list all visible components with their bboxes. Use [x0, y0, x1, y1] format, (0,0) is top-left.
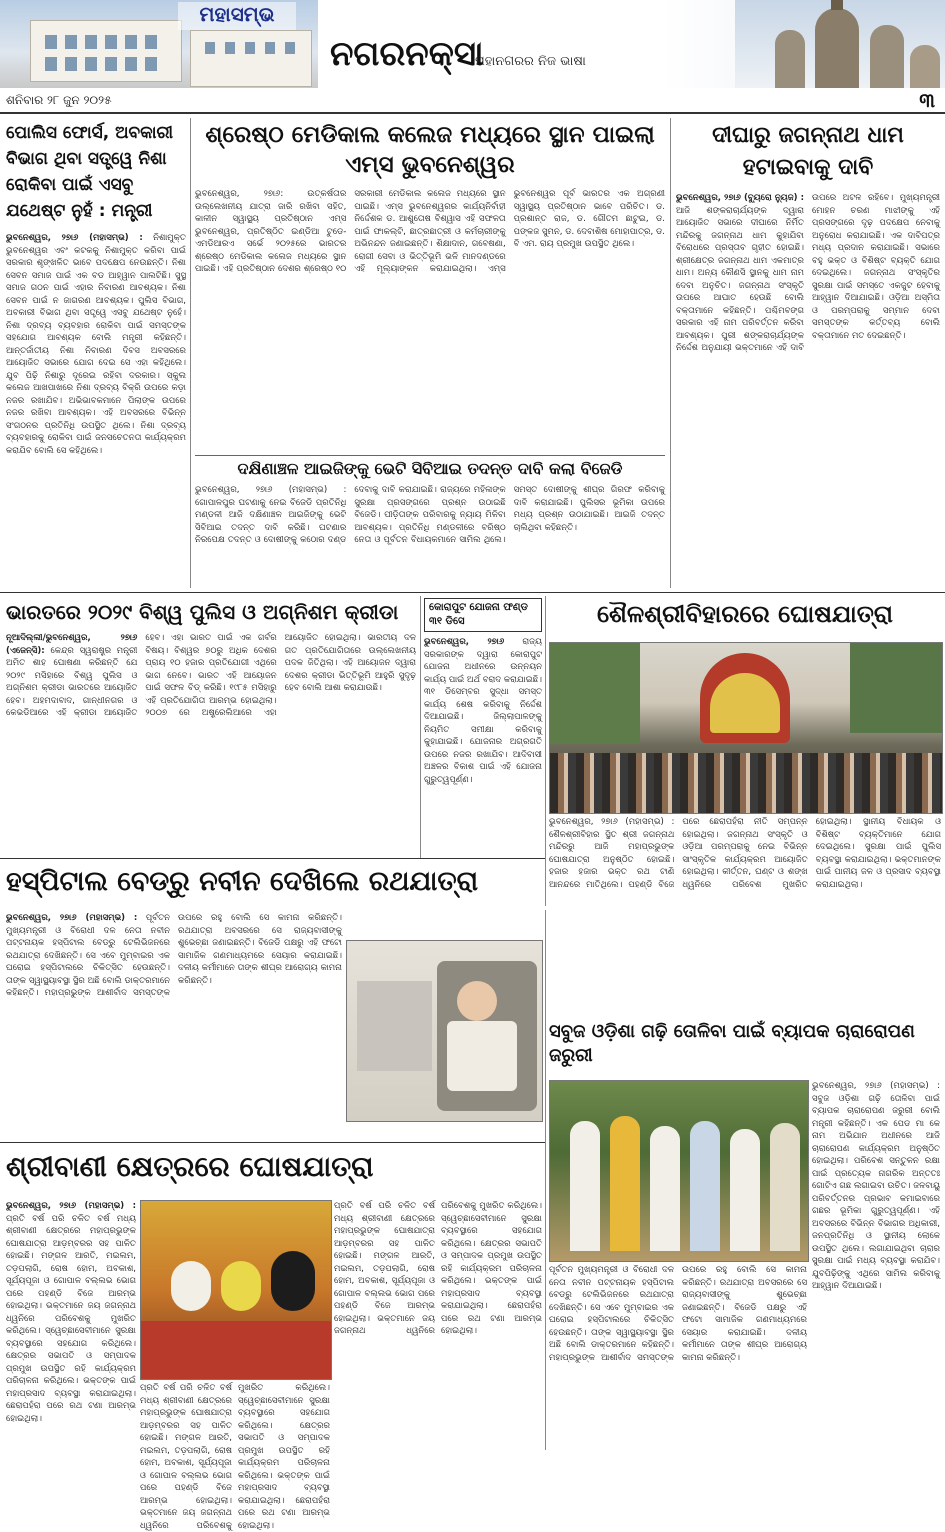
- article-bjd-cbi-demand: [195, 458, 665, 588]
- masthead: [0, 0, 945, 88]
- article-body: ପୂର୍ବତନ ମୁଖ୍ୟମନ୍ତ୍ରୀ ଓ ବିରୋଧୀ ଦଳ ନେତା ନବୀନ ପଟ୍ଟନାୟକ ହସ୍ପିଟାଲ ବେଡ୍‌ରୁ ଟେଲିଭିଜନରେ ରଥଯାତ୍ରା ଦେଖିଛନ୍ତି। ସେ ଏବେ ମୁମ୍ବାଇର ଏକ ଘରୋଇ ହସ୍ପିଟାଲରେ ଚିକିତ୍ସିତ ହେଉଛନ୍ତି। ତାଙ୍କ ସ୍ୱାସ୍ଥ୍ୟାବସ୍ଥା ସ୍ଥିର ଅଛି ବୋଲି ଡାକ୍ତରମାନେ କହିଛନ୍ତି। ମହାପ୍ରଭୁଙ୍କ ଆଶୀର୍ବାଦ ସମସ୍ତଙ୍କ ଉପରେ ରହୁ ବୋଲି ସେ କାମନା କରିଛନ୍ତି। ରଥଯାତ୍ରା ଅବସରରେ ସେ ରାଜ୍ୟବାସୀଙ୍କୁ ଶୁଭେଚ୍ଛା ଜଣାଇଛନ୍ତି। ବିଜେଡି ପକ୍ଷରୁ ଏହି ଫଟୋ ସାମାଜିକ ଗଣମାଧ୍ୟମରେ ସେୟାର କରାଯାଇଛି। ଦଳୀୟ କର୍ମୀମାନେ ତାଙ୍କ ଶୀଘ୍ର ଆରୋଗ୍ୟ କାମନା କରିଛନ୍ତି।: [6, 913, 342, 998]
- article-green-odisha: [549, 1020, 941, 1070]
- deities-photo: [140, 1200, 332, 1380]
- article-naveen-body: [6, 912, 342, 1142]
- article-body: ପୂର୍ବତନ ମୁଖ୍ୟମନ୍ତ୍ରୀ ଓ ବିରୋଧୀ ଦଳ ନେତା ନବୀନ ପଟ୍ଟନାୟକ ହସ୍ପିଟାଲ ବେଡ୍‌ରୁ ଟେଲିଭିଜନରେ ରଥଯାତ୍ରା ଦେଖିଛନ୍ତି। ସେ ଏବେ ମୁମ୍ବାଇର ଏକ ଘରୋଇ ହସ୍ପିଟାଲରେ ଚିକିତ୍ସିତ ହେଉଛନ୍ତି। ତାଙ୍କ ସ୍ୱାସ୍ଥ୍ୟାବସ୍ଥା ସ୍ଥିର ଅଛି ବୋଲି ଡାକ୍ତରମାନେ କହିଛନ୍ତି। ମହାପ୍ରଭୁଙ୍କ ଆଶୀର୍ବାଦ ସମସ୍ତଙ୍କ ଉପରେ ରହୁ ବୋଲି ସେ କାମନା କରିଛନ୍ତି। ରଥଯାତ୍ରା ଅବସରରେ ସେ ରାଜ୍ୟବାସୀଙ୍କୁ ଶୁଭେଚ୍ଛା ଜଣାଇଛନ୍ତି। ବିଜେଡି ପକ୍ଷରୁ ଏହି ଫଟୋ ସାମାଜିକ ଗଣମାଧ୍ୟମରେ ସେୟାର କରାଯାଇଛି। ଦଳୀୟ କର୍ମୀମାନେ ତାଙ୍କ ଶୀଘ୍ର ଆରୋଗ୍ୟ କାମନା କରିଛନ୍ତି।: [549, 1265, 807, 1363]
- section-subtitle: ମହାନଗରର ନିଜ ଭାଷା: [475, 54, 586, 69]
- dateline-lead: ନୂଆଦିଲ୍ଲୀ/ଭୁବନେଶ୍ୱର, ୨୭ା୬ (ଏଜେନ୍ସି):: [6, 633, 138, 656]
- article-body: ଆଜି ଶଙ୍କରାଚାର୍ଯ୍ୟଙ୍କ ଦ୍ୱାରା ଆୟୋଜିତ ସଭାରେ ଦୀଘାରେ ନିର୍ମିତ ମନ୍ଦିରକୁ ଜଗନ୍ନାଥ ଧାମ କୁହାଯିବା ବିରୋଧରେ ପ୍ରସ୍ତାବ ଗୃହୀତ ହୋଇଛି। ଶ୍ରୀକ୍ଷେତ୍ର ଜଗନ୍ନାଥ ଧାମ ଏକମାତ୍ର ଧାମ। ଅନ୍ୟ କୌଣସି ସ୍ଥାନକୁ ଧାମ ନାମ ଦେବା ଅନୁଚିତ। ଜଗନ୍ନାଥ ସଂସ୍କୃତି ଉପରେ ଆଘାତ ହେଉଛି ବୋଲି ବକ୍ତାମାନେ କହିଛନ୍ତି। ପଶ୍ଚିମବଙ୍ଗ ସରକାର ଏହି ନାମ ପରିବର୍ତ୍ତନ କରିବା ଆବଶ୍ୟକ। ପୁରୀ ଶଙ୍କରାଚାର୍ଯ୍ୟଙ୍କ ନିର୍ଦ୍ଦେଶ ଅନୁଯାୟୀ ଭକ୍ତମାନେ ଏହି ଦାବି ଉପରେ ଅଟଳ ରହିବେ। ମୁଖ୍ୟମନ୍ତ୍ରୀ ମୋହନ ଚରଣ ମାଝୀଙ୍କୁ ଏହି ପ୍ରସଙ୍ଗରେ ଦୃଢ଼ ପଦକ୍ଷେପ ନେବାକୁ ଅନୁରୋଧ କରାଯାଇଛି। ଏକ ଦାବିପତ୍ର ମଧ୍ୟ ପ୍ରଦାନ କରାଯାଇଛି। ସଭାରେ ବହୁ ଭକ୍ତ ଓ ବିଶିଷ୍ଟ ବ୍ୟକ୍ତି ଯୋଗ ଦେଇଥିଲେ। ଜଗନ୍ନାଥ ସଂସ୍କୃତିର ସୁରକ୍ଷା ପାଇଁ ସମସ୍ତେ ଏକଜୁଟ ହେବାକୁ ଆହ୍ୱାନ ଦିଆଯାଇଛି। ଓଡ଼ିଆ ଅସ୍ମିତା ଓ ପରମ୍ପରାକୁ ସମ୍ମାନ ଦେବା ସମସ୍ତଙ୍କ କର୍ତ୍ତବ୍ୟ ବୋଲି ବକ୍ତାମାନେ ମତ ଦେଇଛନ୍ତି।: [676, 193, 940, 353]
- rath-procession-photo: [549, 642, 943, 814]
- headline: ଭାରତରେ ୨୦୨୯ ବିଶ୍ୱ ପୁଲିସ ଓ ଅଗ୍ନିଶମ କ୍ରୀଡା: [6, 600, 399, 624]
- dateline-lead: ଭୁବନେଶ୍ୱର, ୨୭ା୬ (ବ୍ୟୁରୋ ନ୍ୟୁଜ) :: [676, 193, 804, 203]
- dateline-lead: ଭୁବନେଶ୍ୱର, ୨୭ା୬: [424, 637, 505, 647]
- article-shrivani-ghoshayatra: [6, 1148, 542, 1198]
- naveen-hospital-photo: [346, 940, 543, 1122]
- article-body: ଭୁବନେଶ୍ୱର, ୨୭ା୬ (ମହାସମ୍ଭ) : ଶୈଳଶ୍ରୀବିହାର ସ୍ଥିତ ଶ୍ରୀ ଜଗନ୍ନାଥ ମନ୍ଦିରରୁ ଆଜି ମହାପ୍ରଭୁଙ୍କ ଘୋଷଯାତ୍ରା ଅନୁଷ୍ଠିତ ହୋଇଛି। ହଜାର ହଜାର ଭକ୍ତ ରଥ ଟାଣି ଆନନ୍ଦରେ ମାତିଥିଲେ। ପହଣ୍ଡି ବିଜେ ପରେ ଛେରାପହଁରା ନୀତି ସମ୍ପନ୍ନ ହୋଇଥିଲା। ଜଗନ୍ନାଥ ସଂସ୍କୃତି ଓ ଓଡ଼ିଆ ପରମ୍ପରାକୁ ନେଇ ବିଭିନ୍ନ ସାଂସ୍କୃତିକ କାର୍ଯ୍ୟକ୍ରମ ଆୟୋଜିତ ହୋଇଥିଲା। କୀର୍ତ୍ତନ, ଘଣ୍ଟ ଓ ଶଙ୍ଖ ଧ୍ୱନିରେ ପରିବେଶ ମୁଖରିତ ହୋଇଥିଲା। ସ୍ଥାନୀୟ ବିଧାୟକ ଓ ବିଶିଷ୍ଟ ବ୍ୟକ୍ତିମାନେ ଯୋଗ ଦେଇଥିଲେ। ସୁରକ୍ଷା ପାଇଁ ପୁଲିସ ବ୍ୟବସ୍ଥା କରାଯାଇଥିଲା। ଭକ୍ତମାନଙ୍କ ପାଇଁ ପାନୀୟ ଜଳ ଓ ପ୍ରସାଦ ବ୍ୟବସ୍ଥା କରାଯାଇଥିଲା।: [549, 817, 941, 890]
- article-body: ପ୍ରତି ବର୍ଷ ପରି ଚଳିତ ବର୍ଷ ମଧ୍ୟ ଶ୍ରୀବାଣୀ କ୍ଷେତ୍ରରେ ମହାପ୍ରଭୁଙ୍କ ଘୋଷଯାତ୍ରା ଆଡ଼ମ୍ବରର ସହ ପାଳିତ ହୋଇଛି। ମଙ୍ଗଳ ଆରତି, ମଇଲମ, ତଡ଼ପଲାଗି, ରୋଷ ହୋମ, ଅବକାଶ, ସୂର୍ଯ୍ୟପୂଜା ଓ ଗୋପାଳ ବଲ୍ଲଭ ଭୋଗ ପରେ ପହଣ୍ଡି ବିଜେ ଆରମ୍ଭ ହୋଇଥିଲା। ଭକ୍ତମାନେ ଜୟ ଜଗନ୍ନାଥ ଧ୍ୱନିରେ ପରିବେଶକୁ ମୁଖରିତ କରିଥିଲେ। ସ୍ୱେଚ୍ଛାସେବୀମାନେ ସୁରକ୍ଷା ବ୍ୟବସ୍ଥାରେ ସହଯୋଗ କରିଥିଲେ। କ୍ଷେତ୍ରର ସଭାପତି ଓ ସମ୍ପାଦକ ପ୍ରମୁଖ ଉପସ୍ଥିତ ରହି କାର୍ଯ୍ୟକ୍ରମ ପରିଚାଳନା କରିଥିଲେ। ଭକ୍ତଙ୍କ ପାଇଁ ମହାପ୍ରସାଦ ବ୍ୟବସ୍ଥା କରାଯାଇଥିଲା। ଛେରାପହଁରା ପରେ ରଥ ଟଣା ଆରମ୍ଭ ହୋଇଥିଲା।: [140, 1383, 330, 1531]
- article-body: କେନ୍ଦ୍ର ସ୍ୱରାଷ୍ଟ୍ର ମନ୍ତ୍ରୀ ଅମିତ ଶାହ ଘୋଷଣା କରିଛନ୍ତି ଯେ ୨୦୨୯ ମସିହାରେ ବିଶ୍ୱ ପୁଲିସ ଓ ଅଗ୍ନିଶମ କ୍ରୀଡା ଭାରତରେ ଆୟୋଜିତ ହେବ। ଅହମଦାବାଦ, ଗାନ୍ଧୀନଗର ଓ କେଭଡିଆରେ ଏହି କ୍ରୀଡା ଆୟୋଜିତ ହେବ। ଏହା ଭାରତ ପାଇଁ ଏକ ଗର୍ବର ବିଷୟ। ବିଶ୍ୱର ୭୦ରୁ ଅଧିକ ଦେଶର ପ୍ରାୟ ୧୦ ହଜାର ପ୍ରତିଯୋଗୀ ଏଥିରେ ଭାଗ ନେବେ। ଭାରତ ଏହି ଆୟୋଜନ ପାଇଁ ସଫଳ ବିଡ୍ କରିଛି। ୧୯୮୫ ମସିହାରୁ ଏହି ପ୍ରତିଯୋଗିତା ଆରମ୍ଭ ହୋଇଥିଲା। ୨୦୦୭ ରେ ଅଷ୍ଟ୍ରେଲିଆରେ ଏହା ଆୟୋଜିତ ହୋଇଥିଲା। ଭାରତୀୟ ଦଳ ଗତ ପ୍ରତିଯୋଗିତାରେ ଉଲ୍ଲେଖନୀୟ ପଦକ ଜିତିଥିଲା। ଏହି ଆୟୋଜନ ଦ୍ୱାରା ଦେଶର କ୍ରୀଡା ଭିତ୍ତିଭୂମି ଆହୁରି ସୁଦୃଢ଼ ହେବ ବୋଲି ଆଶା କରାଯାଉଛି।: [6, 633, 416, 718]
- article-koraput-fund: [424, 598, 542, 854]
- article-shrivani-col2: [334, 1200, 542, 1448]
- dateline-lead: ଭୁବନେଶ୍ୱର, ୨୭ା୬ (ମହାସମ୍ଭ) :: [6, 913, 138, 923]
- headline: କୋରାପୁଟ ଯୋଜନା ଫଣ୍ଡ ୩୧ ଡିସେ: [424, 598, 542, 632]
- page-number: ୩: [919, 88, 935, 112]
- article-green-odisha-lower: [549, 1264, 807, 1446]
- paper-logo: ମହାସମ୍ଭ: [178, 2, 296, 30]
- headline: ସବୁଜ ଓଡ଼ିଶା ଗଢ଼ି ତୋଳିବା ପାଇଁ ବ୍ୟାପକ ଚାରାରୋପଣ ଜରୁରୀ: [549, 1021, 915, 1066]
- article-naveen-hospital: [6, 864, 542, 912]
- dateline-lead: ଭୁବନେଶ୍ୱର, ୨୭ା୬ (ମହାସମ୍ଭ) :: [6, 233, 143, 243]
- headline: ଶ୍ରେଷ୍ଠ ମେଡିକାଲ କଲେଜ ମଧ୍ୟରେ ସ୍ଥାନ ପାଇଲା ଏମ୍ସ ଭୁବନେଶ୍ୱର: [205, 122, 655, 178]
- article-digha-dham: [676, 120, 940, 590]
- headline: ଦକ୍ଷିଣାଞ୍ଚଳ ଆଇଜିଙ୍କୁ ଭେଟି ସିବିଆଇ ତଦନ୍ତ ଦାବି କଲା ବିଜେଡି: [237, 459, 623, 478]
- headline: ପୋଲିସ ଫୋର୍ସ, ଅବକାରୀ ବିଭାଗ ଥିବା ସତ୍ତ୍ୱେ ନିଶା ରୋକିବା ପାଇଁ ଏସବୁ ଯଥେଷ୍ଟ ନୁହଁ : ମନ୍ତ୍ରୀ: [6, 123, 174, 221]
- headline: ହସ୍ପିଟାଲ ବେଡ୍‌ରୁ ନବୀନ ଦେଖିଲେ ରଥଯାତ୍ରା: [6, 866, 479, 897]
- article-body: ନିଶାମୁକ୍ତ ଭୁବନେଶ୍ୱର ଏବଂ କଟକକୁ ନିଶାମୁକ୍ତ କରିବା ପାଇଁ ସରକାର ଶୃଙ୍ଖଳିତ ଭାବେ ପଦକ୍ଷେପ ନେଉଛନ୍ତି। ନିଶା ସେବନ ସମାଜ ପାଇଁ ଏକ ବଡ ଆହ୍ୱାନ ପାଲଟିଛି। ସୁସ୍ଥ ସମାଜ ଗଠନ ପାଇଁ ଏହାର ନିବାରଣ ଆବଶ୍ୟକ। ନିଶା ସେବନ ପାଇଁ ନ ଜାଗରଣ ଆବଶ୍ୟକ। ପୁଲିସ ବିଭାଗ, ଅବକାରୀ ବିଭାଗ ଥିବା ସତ୍ତ୍ୱେ ଏସବୁ ଯଥେଷ୍ଟ ନୁହେଁ। ନିଶା ଦ୍ରବ୍ୟ ବ୍ୟବହାର ରୋକିବା ପାଇଁ ସମସ୍ତଙ୍କ ସହଯୋଗ ଆବଶ୍ୟକ ବୋଲି ମନ୍ତ୍ରୀ କହିଛନ୍ତି। ଆନ୍ତର୍ଜାତୀୟ ନିଶା ନିବାରଣ ଦିବସ ଅବସରରେ ଆୟୋଜିତ ସଭାରେ ଯୋଗ ଦେଇ ସେ ଏହା କହିଥିଲେ। ଯୁବ ପିଢ଼ି ନିଶାରୁ ଦୂରେଇ ରହିବା ଦରକାର। ସ୍କୁଲ କଲେଜ ଆଖପାଖରେ ନିଶା ଦ୍ରବ୍ୟ ବିକ୍ରି ଉପରେ କଡ଼ା ନଜର ରଖାଯିବ। ଅଭିଭାବକମାନେ ପିଲାଙ୍କ ଉପରେ ନଜର ରଖିବା ଆବଶ୍ୟକ। ଏହି ଅବସରରେ ବିଭିନ୍ନ ସଂଗଠନର ପ୍ରତିନିଧି ଉପସ୍ଥିତ ଥିଲେ। ନିଶା ଦ୍ରବ୍ୟ ବ୍ୟବହାରକୁ ରୋକିବା ପାଇଁ ଜନସଚେତନତା କାର୍ଯ୍ୟକ୍ରମ କରାଯିବ ବୋଲି ସେ କହିଥିଲେ।: [6, 233, 186, 456]
- article-body: ରାଜ୍ୟ ସରକାରଙ୍କ ଦ୍ୱାରା କୋରାପୁଟ ଯୋଜନା ଅଧୀନରେ ଉନ୍ନୟନ କାର୍ଯ୍ୟ ପାଇଁ ଅର୍ଥ ବରାଦ କରାଯାଇଛି। ୩୧ ଡିସେମ୍ବର ସୁଦ୍ଧା ସମସ୍ତ କାର୍ଯ୍ୟ ଶେଷ କରିବାକୁ ନିର୍ଦ୍ଦେଶ ଦିଆଯାଇଛି। ଜିଲ୍ଲାପାଳଙ୍କୁ ନିୟମିତ ସମୀକ୍ଷା କରିବାକୁ କୁହାଯାଇଛି। ଯୋଜନାର ଅଗ୍ରଗତି ଉପରେ ନଜର ରଖାଯିବ। ଆଦିବାସୀ ଅଞ୍ଚଳର ବିକାଶ ପାଇଁ ଏହି ଯୋଜନା ଗୁରୁତ୍ୱପୂର୍ଣ୍ଣ।: [424, 637, 543, 785]
- article-green-odisha-col: [812, 1080, 940, 1445]
- article-shrivani-caption: [140, 1382, 330, 1531]
- tree-plantation-photo: [549, 1080, 809, 1262]
- headline: ଶୈଳଶ୍ରୀବିହାରରେ ଘୋଷଯାତ୍ରା: [597, 600, 893, 628]
- section-title: ନଗରନକ୍ସା: [330, 34, 484, 74]
- dateline-lead: ଭୁବନେଶ୍ୱର, ୨୭ା୬ (ମହାସମ୍ଭ) :: [6, 1201, 136, 1211]
- article-body: ଭୁବନେଶ୍ୱର, ୨୭ା୬: ଉତ୍କର୍ଷତାର ଉଲ୍ଲେଖନୀୟ ଯାତ୍ରା ଜାରି ରଖିବା ସହିତ, କାଳୀନ ସ୍ୱାସ୍ଥ୍ୟ ପ୍ରତିଷ୍ଠାନ ଏମ୍ସ ଭୁବନେଶ୍ୱର, ପ୍ରତିଷ୍ଠିତ ଇଣ୍ଡିଆ ଟୁଡେ-ଏମଡିଆରଏ ସର୍ଭେ ୨୦୨୫ରେ ଭାରତର ଶ୍ରେଷ୍ଠ ମେଡିକାଲ କଲେଜ ମଧ୍ୟରେ ସ୍ଥାନ ପାଇଛି। ଏହି ପ୍ରତିଷ୍ଠାନ ଦେଶର ଶ୍ରେଷ୍ଠ ୧୦ ସରକାରୀ ମେଡିକାଲ କଲେଜ ମଧ୍ୟରେ ସ୍ଥାନ ପାଇଛି। ଏମ୍ସ ଭୁବନେଶ୍ୱରର କାର୍ଯ୍ୟନିର୍ବାହୀ ନିର୍ଦ୍ଦେଶକ ଡ. ଆଶୁତୋଷ ବିଶ୍ୱାସ ଏହି ସଫଳତା ପାଇଁ ଫାକଲ୍ଟି, ଛାତ୍ରଛାତ୍ରୀ ଓ କର୍ମଚାରୀଙ୍କୁ ଅଭିନନ୍ଦନ ଜଣାଇଛନ୍ତି। ଶିକ୍ଷାଦାନ, ଗବେଷଣା, ରୋଗୀ ସେବା ଓ ଭିତ୍ତିଭୂମି ଭଳି ମାନଦଣ୍ଡରେ ଏହି ମୂଲ୍ୟାଙ୍କନ କରାଯାଇଥିଲା। ଏମ୍ସ ଭୁବନେଶ୍ୱର ପୂର୍ବ ଭାରତର ଏକ ଅଗ୍ରଣୀ ସ୍ୱାସ୍ଥ୍ୟ ପ୍ରତିଷ୍ଠାନ ଭାବେ ପରିଚିତ। ଡ. ପ୍ରଶାନ୍ତ ରାଜ, ଡ. ଗୌତମ ଛାଟୁଇ, ଡ. ପଙ୍କଜ ସୁମନ, ଡ. ଦେବାଶିଷ ମୋହାପାତ୍ର, ଡ. ବି ଏମ. ରାୟ ପ୍ରମୁଖ ଉପସ୍ଥିତ ଥିଲେ।: [195, 189, 665, 274]
- headline: ଶ୍ରୀବାଣୀ କ୍ଷେତ୍ରରେ ଘୋଷଯାତ୍ରା: [6, 1150, 374, 1183]
- building-shape: [30, 20, 182, 82]
- dateline: [0, 88, 945, 114]
- article-aiims-ranking: [195, 120, 665, 450]
- headline: ଦୀଘାରୁ ଜଗନ୍ନାଥ ଧାମ ହଟାଇବାକୁ ଦାବି: [712, 123, 904, 180]
- article-body: ପ୍ରତି ବର୍ଷ ପରି ଚଳିତ ବର୍ଷ ମଧ୍ୟ ଶ୍ରୀବାଣୀ କ୍ଷେତ୍ରରେ ମହାପ୍ରଭୁଙ୍କ ଘୋଷଯାତ୍ରା ଆଡ଼ମ୍ବରର ସହ ପାଳିତ ହୋଇଛି। ମଙ୍ଗଳ ଆରତି, ମଇଲମ, ତଡ଼ପଲାଗି, ରୋଷ ହୋମ, ଅବକାଶ, ସୂର୍ଯ୍ୟପୂଜା ଓ ଗୋପାଳ ବଲ୍ଲଭ ଭୋଗ ପରେ ପହଣ୍ଡି ବିଜେ ଆରମ୍ଭ ହୋଇଥିଲା। ଭକ୍ତମାନେ ଜୟ ଜଗନ୍ନାଥ ଧ୍ୱନିରେ ପରିବେଶକୁ ମୁଖରିତ କରିଥିଲେ। ସ୍ୱେଚ୍ଛାସେବୀମାନେ ସୁରକ୍ଷା ବ୍ୟବସ୍ଥାରେ ସହଯୋଗ କରିଥିଲେ। କ୍ଷେତ୍ରର ସଭାପତି ଓ ସମ୍ପାଦକ ପ୍ରମୁଖ ଉପସ୍ଥିତ ରହି କାର୍ଯ୍ୟକ୍ରମ ପରିଚାଳନା କରିଥିଲେ। ଭକ୍ତଙ୍କ ପାଇଁ ମହାପ୍ରସାଦ ବ୍ୟବସ୍ଥା କରାଯାଇଥିଲା। ଛେରାପହଁରା ପରେ ରଥ ଟଣା ଆରମ୍ଭ ହୋଇଥିଲା।: [334, 1201, 542, 1336]
- article-body: ପ୍ରତି ବର୍ଷ ପରି ଚଳିତ ବର୍ଷ ମଧ୍ୟ ଶ୍ରୀବାଣୀ କ୍ଷେତ୍ରରେ ମହାପ୍ରଭୁଙ୍କ ଘୋଷଯାତ୍ରା ଆଡ଼ମ୍ବରର ସହ ପାଳିତ ହୋଇଛି। ମଙ୍ଗଳ ଆରତି, ମଇଲମ, ତଡ଼ପଲାଗି, ରୋଷ ହୋମ, ଅବକାଶ, ସୂର୍ଯ୍ୟପୂଜା ଓ ଗୋପାଳ ବଲ୍ଲଭ ଭୋଗ ପରେ ପହଣ୍ଡି ବିଜେ ଆରମ୍ଭ ହୋଇଥିଲା। ଭକ୍ତମାନେ ଜୟ ଜଗନ୍ନାଥ ଧ୍ୱନିରେ ପରିବେଶକୁ ମୁଖରିତ କରିଥିଲେ। ସ୍ୱେଚ୍ଛାସେବୀମାନେ ସୁରକ୍ଷା ବ୍ୟବସ୍ଥାରେ ସହଯୋଗ କରିଥିଲେ। କ୍ଷେତ୍ରର ସଭାପତି ଓ ସମ୍ପାଦକ ପ୍ରମୁଖ ଉପସ୍ଥିତ ରହି କାର୍ଯ୍ୟକ୍ରମ ପରିଚାଳନା କରିଥିଲେ। ଭକ୍ତଙ୍କ ପାଇଁ ମହାପ୍ରସାଦ ବ୍ୟବସ୍ଥା କରାଯାଇଥିଲା। ଛେରାପହଁରା ପରେ ରଥ ଟଣା ଆରମ୍ଭ ହୋଇଥିଲା।: [6, 1213, 136, 1424]
- article-shrivani-body: [6, 1200, 136, 1448]
- article-body: ଭୁବନେଶ୍ୱର, ୨୭ା୬ (ମହାସମ୍ଭ) : ସବୁଜ ଓଡ଼ିଶା ଗଢ଼ି ତୋଳିବା ପାଇଁ ବ୍ୟାପକ ଚାରାରୋପଣ ଜରୁରୀ ବୋଲି ମନ୍ତ୍ରୀ କହିଛନ୍ତି। ଏକ ପେଡ ମା କେ ନାମ ଅଭିଯାନ ଅଧୀନରେ ଆଜି ଚାରାରୋପଣ କାର୍ଯ୍ୟକ୍ରମ ଅନୁଷ୍ଠିତ ହୋଇଥିଲା। ପରିବେଶ ସନ୍ତୁଳନ ରକ୍ଷା ପାଇଁ ପ୍ରତ୍ୟେକ ନାଗରିକ ଅନ୍ତତଃ ଗୋଟିଏ ଗଛ ଲଗାଇବା ଉଚିତ। ଜଳବାୟୁ ପରିବର୍ତ୍ତନର ପ୍ରଭାବ କମାଇବାରେ ଗଛର ଭୂମିକା ଗୁରୁତ୍ୱପୂର୍ଣ୍ଣ। ଏହି ଅବସରରେ ବିଭିନ୍ନ ବିଭାଗର ଅଧିକାରୀ, ଜନପ୍ରତିନିଧି ଓ ସ୍ଥାନୀୟ ଲୋକେ ଉପସ୍ଥିତ ଥିଲେ। ଲଗାଯାଇଥିବା ଚାରାର ସୁରକ୍ଷା ପାଇଁ ମଧ୍ୟ ବ୍ୟବସ୍ଥା କରାଯିବ। ଯୁବପିଢ଼ିଙ୍କୁ ଏଥିରେ ସାମିଲ କରିବାକୁ ଆହ୍ୱାନ ଦିଆଯାଇଛି।: [812, 1081, 940, 1291]
- temple-illustration: [735, 0, 945, 88]
- article-world-police-games: [6, 598, 416, 854]
- issue-date: ଶନିବାର ୨୮ ଜୁନ ୨୦୨୫: [6, 93, 112, 107]
- article-body: ଭୁବନେଶ୍ୱର, ୨୭ା୬ (ମହାସମ୍ଭ) : ଗୋପାଳପୁର ଘଟଣାକୁ ନେଇ ବିଜେଡି ପ୍ରତିନିଧି ମଣ୍ଡଳୀ ଆଜି ଦକ୍ଷିଣାଞ୍ଚଳ ଆଇଜିଙ୍କୁ ଭେଟି ସିବିଆଇ ତଦନ୍ତ ଦାବି କରିଛି। ଘଟଣାର ନିରପେକ୍ଷ ତଦନ୍ତ ଓ ଦୋଷୀଙ୍କୁ କଠୋର ଦଣ୍ଡ ଦେବାକୁ ଦାବି କରାଯାଇଛି। ରାଜ୍ୟରେ ମହିଳାଙ୍କ ସୁରକ୍ଷା ପ୍ରସଙ୍ଗରେ ପ୍ରଶ୍ନ ଉଠାଇଛି ବିଜେଡି। ପୀଡ଼ିତାଙ୍କ ପରିବାରକୁ ନ୍ୟାୟ ମିଳିବା ଆବଶ୍ୟକ। ପ୍ରତିନିଧି ମଣ୍ଡଳୀରେ ବରିଷ୍ଠ ନେତା ଓ ପୂର୍ବତନ ବିଧାୟକମାନେ ସାମିଲ ଥିଲେ। ସମସ୍ତ ଦୋଷୀଙ୍କୁ ଶୀଘ୍ର ଗିରଫ କରିବାକୁ ଦାବି କରାଯାଇଛି। ପୁଲିସର ଭୂମିକା ଉପରେ ମଧ୍ୟ ପ୍ରଶ୍ନ ଉଠାଯାଇଛି। ଆଇଜି ତଦନ୍ତ ଚାଲିଥିବା କହିଛନ୍ତି।: [195, 485, 665, 545]
- article-shailashree-body: [549, 816, 941, 908]
